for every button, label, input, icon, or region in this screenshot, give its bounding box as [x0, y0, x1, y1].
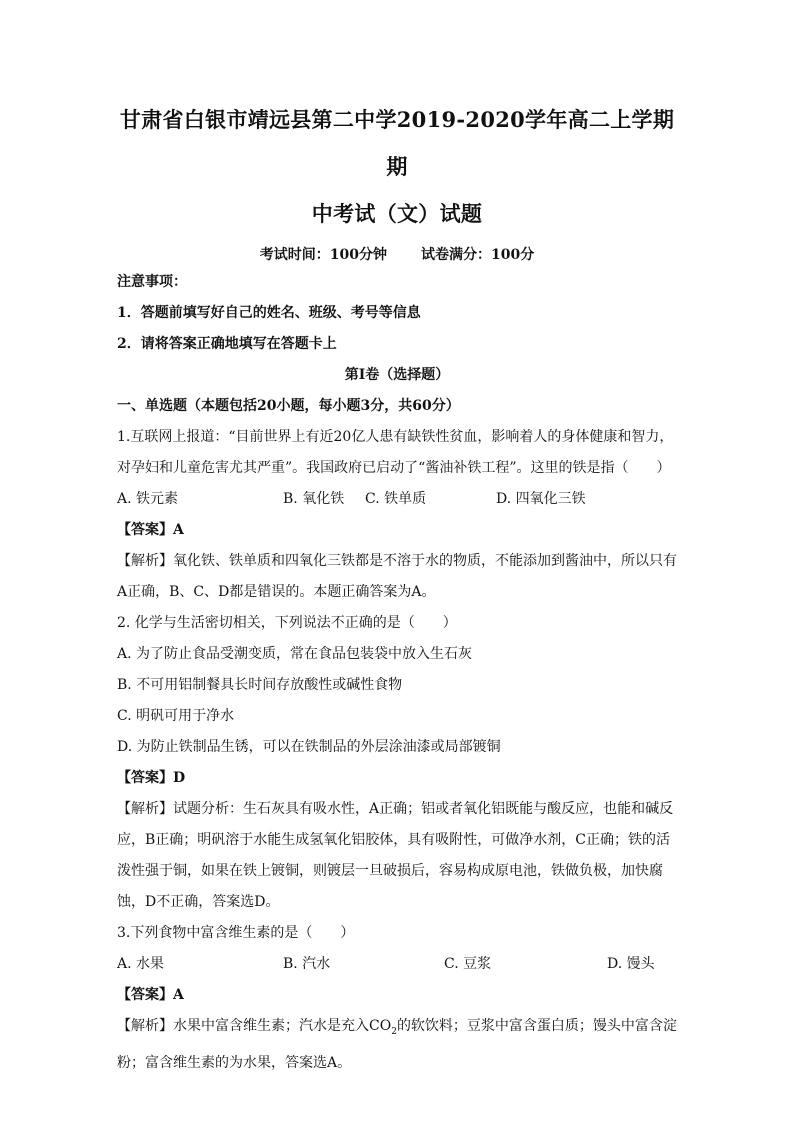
question-3-option-d: D. 馒头	[607, 956, 655, 972]
question-1-stem: 1.互联网上报道：“目前世界上有近20亿人患有缺铁性贫血，影响着人的身体健康和智力，对孕妇和儿童危害尤其严重”。我国政府已启动了“酱油补铁工程”。这里的铁是指（ ）	[117, 429, 674, 476]
section-heading: 一、单选题（本题包括20小题，每小题3分，共60分）	[117, 398, 460, 414]
question-1-analysis: 【解析】氧化铁、铁单质和四氧化三铁都是不溶于水的物质，不能添加到酱油中，所以只有A正确，B、C、D都是错误的。本题正确答案为A。	[117, 553, 677, 600]
question-2-analysis: 【解析】试题分析：生石灰具有吸水性，A正确；铝或者氧化铝既能与酸反应，也能和碱反应，B正确；明矾溶于水能生成氢氧化铝胶体，具有吸附性，可做净水剂，C正确；铁的活泼性强于铜，如果在铁上镀铜，则镀层一旦破损后，容易构成原电池，铁做负极，加快腐蚀，D不正确，答案选D。	[117, 801, 674, 910]
question-1-option-b: B. 氧化铁	[283, 491, 345, 507]
question-3-analysis-part1: 【解析】水果中富含维生素；汽水是充入CO	[117, 1018, 392, 1034]
notice-item-2: 2．请将答案正确地填写在答题卡上	[117, 336, 337, 352]
question-2-option-c: C. 明矾可用于净水	[117, 708, 235, 724]
question-2-option-a: A. 为了防止食品受潮变质，常在食品包装袋中放入生石灰	[117, 646, 473, 662]
question-3-analysis-part2: 的软饮料；豆浆中富含蛋白质；馒头中富含淀粉；富含维生素的为水果，答案选A。	[117, 1018, 677, 1071]
question-3-option-b: B. 汽水	[283, 956, 331, 972]
notice-item-1: 1．答题前填写好自己的姓名、班级、考号等信息	[117, 305, 421, 321]
document-title-line2: 中考试（文）试题	[311, 201, 483, 226]
full-score: 试卷满分：100分	[421, 247, 535, 263]
question-1-option-a: A. 铁元素	[117, 491, 179, 507]
question-3-options	[117, 949, 677, 980]
notice-heading: 注意事项：	[117, 274, 187, 290]
question-3-option-c: C. 豆浆	[444, 956, 492, 972]
question-3-stem: 3.下列食物中富含维生素的是（ ）	[117, 925, 355, 941]
question-1-option-d: D. 四氧化三铁	[496, 491, 586, 507]
question-3-answer: 【答案】A	[117, 987, 184, 1003]
question-2-answer: 【答案】D	[117, 770, 186, 786]
co2-subscript: 2	[391, 1026, 397, 1037]
question-1-option-c: C. 铁单质	[365, 491, 427, 507]
exam-meta	[117, 245, 677, 265]
question-1-answer: 【答案】A	[117, 522, 184, 538]
question-2-option-b: B. 不可用铝制餐具长时间存放酸性或碱性食物	[117, 677, 403, 693]
question-2-stem: 2. 化学与生活密切相关，下列说法不正确的是（ ）	[117, 615, 457, 631]
volume-heading: 第I卷（选择题）	[344, 367, 450, 383]
question-2-option-d: D. 为防止铁制品生锈，可以在铁制品的外层涂油漆或局部镀铜	[117, 739, 501, 755]
document-title-line1: 甘肃省白银市靖远县第二中学2019-2020学年高二上学期期	[119, 107, 675, 179]
question-3-option-a: A. 水果	[117, 956, 165, 972]
question-1-options	[117, 484, 677, 515]
question-3-analysis	[117, 1011, 677, 1079]
exam-time: 考试时间：100分钟	[259, 247, 387, 263]
